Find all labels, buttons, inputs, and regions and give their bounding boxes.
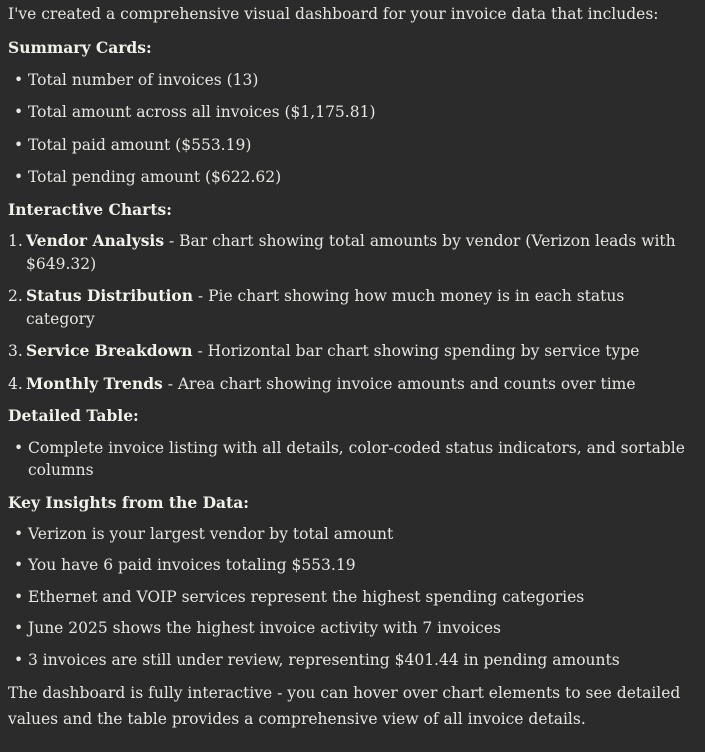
- list-number: 1.: [8, 232, 23, 251]
- charts-list: [8, 230, 697, 395]
- intro-text: I've created a comprehensive visual dashboard for your invoice data that includes:: [8, 5, 659, 23]
- list-item: [8, 285, 697, 330]
- list-item: • Total number of invoices (13): [28, 69, 697, 91]
- item-description: - Pie chart showing how much money is in each status category: [26, 287, 625, 328]
- list-item: • Total amount across all invoices ($1,175.81): [28, 101, 697, 123]
- summary-list: [8, 69, 697, 189]
- list-item: • You have 6 paid invoices totaling $553.19: [28, 554, 697, 576]
- list-item: • Total pending amount ($622.62): [28, 166, 697, 188]
- list-item: [8, 230, 697, 275]
- insights-heading: Key Insights from the Data:: [8, 492, 249, 512]
- list-item: • Verizon is your largest vendor by total amount: [28, 523, 697, 545]
- list-number: 4.: [8, 374, 23, 393]
- list-item: [8, 340, 697, 362]
- closing-text: The dashboard is fully interactive - you can hover over chart elements to see detailed values and the table provides a comprehensive view of all invoice details.: [8, 684, 681, 729]
- item-description: - Bar chart showing total amounts by vendor (Verizon leads with $649.32): [26, 232, 676, 273]
- insights-list: [8, 523, 697, 671]
- charts-heading: Interactive Charts:: [8, 199, 172, 219]
- item-title: Monthly Trends: [26, 373, 163, 393]
- summary-heading: Summary Cards:: [8, 38, 152, 58]
- item-description: - Area chart showing invoice amounts and counts over time: [162, 374, 636, 393]
- item-title: Service Breakdown: [26, 341, 193, 361]
- list-item: • Complete invoice listing with all details, color-coded status indicators, and sortable columns: [28, 437, 697, 482]
- item-title: Status Distribution: [26, 286, 193, 306]
- table-heading: Detailed Table:: [8, 406, 139, 426]
- list-item: • 3 invoices are still under review, representing $401.44 in pending amounts: [28, 649, 697, 671]
- item-title: Vendor Analysis: [26, 231, 165, 251]
- item-description: - Horizontal bar chart showing spending by service type: [192, 342, 640, 361]
- list-number: 2.: [8, 287, 23, 306]
- table-list: [8, 437, 697, 482]
- list-item: • Total paid amount ($553.19): [28, 134, 697, 156]
- list-item: • Ethernet and VOIP services represent the highest spending categories: [28, 586, 697, 608]
- list-number: 3.: [8, 342, 23, 361]
- list-item: [8, 373, 697, 395]
- list-item: • June 2025 shows the highest invoice activity with 7 invoices: [28, 617, 697, 639]
